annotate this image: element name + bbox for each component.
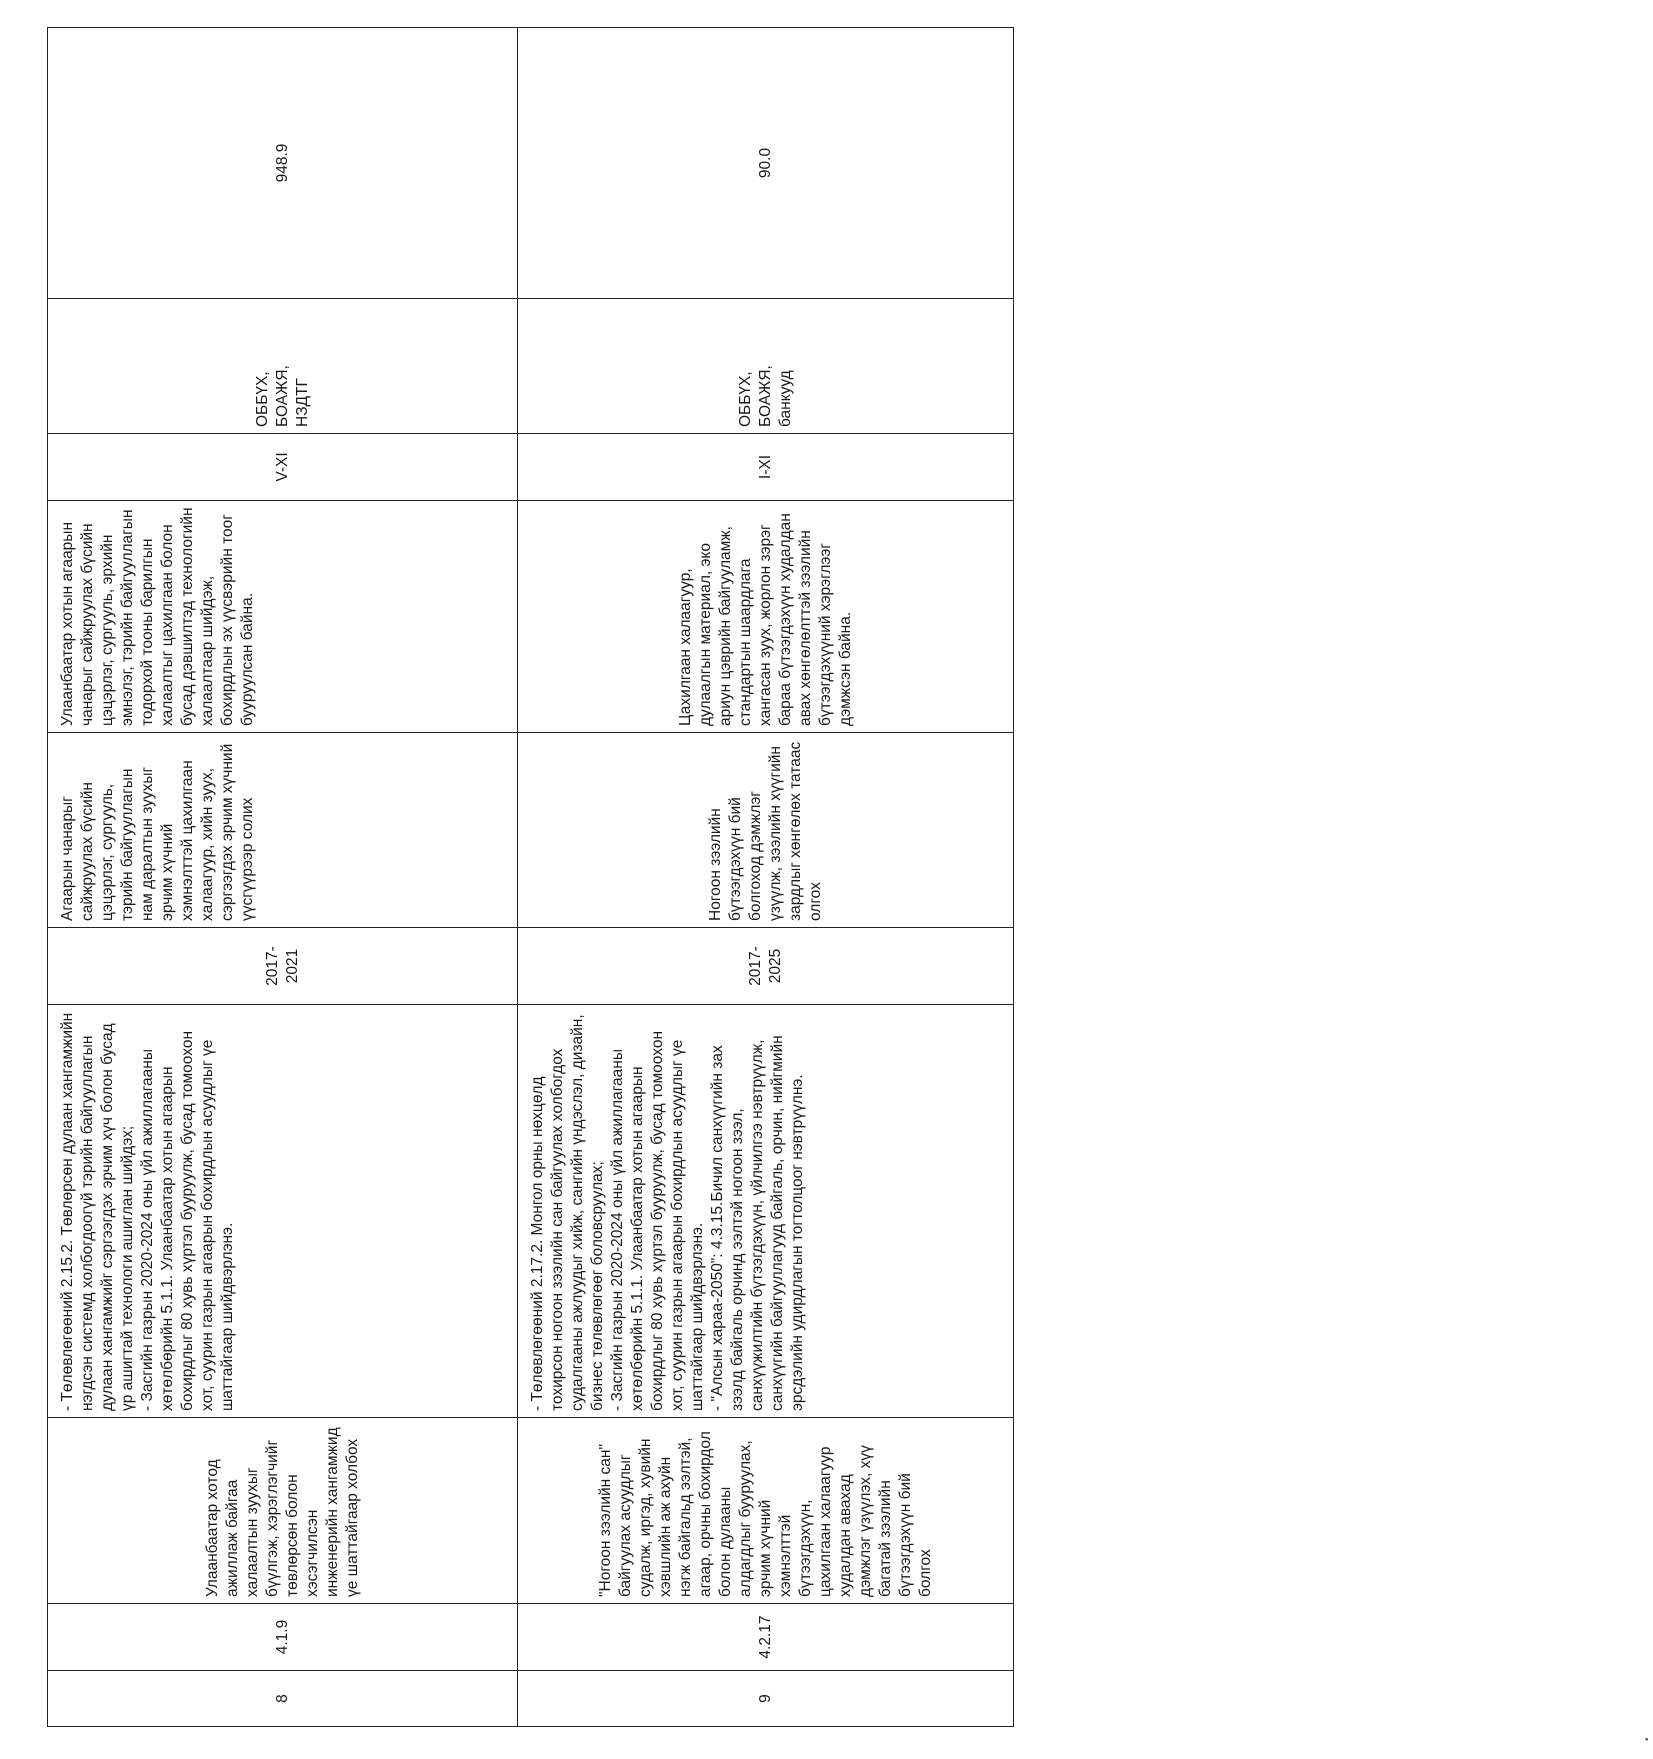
period: 2017- 2025 xyxy=(518,928,1014,1005)
row-number: 9 xyxy=(518,1671,1014,1727)
legal-basis: - Төлөвлөгөөний 2.17.2. Монгол орны нөхцөлд тохирсон ногоон зээлийн сан байгуулах холбогдох судалгааны ажлуудыг хийж, сангийн үндэслэл, дизайн, бизнес төлөвлөгөөг боловсруулах; - Засгийн газрын 2020-2024 оны үйл ажиллагааны хөтөлбөрийн 5.1.1. Улаанбаатар хотын агаарын бохирдлыг 80 хувь хүртэл бууруулж, бусад томоохон хот, суурин газрын агаарын бохирдлын асуудлыг үе шаттайгаар шийдвэрлэнэ. - "Алсын хараа-2050": 4.3.15.Бичил санхүүгийн зах зээлд байгаль орчинд ээлтэй ногоон зээл, санхүүжилтийн бүтээгдэхүүн, үйлчилгээ нэвтрүүлж, санхүүгийн байгууллагууд байгаль, орчин, нийгмийн эрсдэлийн удирдлагын тогтолцоог нэвтрүүлнэ. xyxy=(518,1005,1014,1418)
task-description: "Ногоон зээлийн сан" байгуулах асуудлыг судалж, иргэд, хувийн хэвшлийн аж ахуйн нэгж байгальд ээлтэй, агаар, орчны бохирдол болон дулааны алдагдлыг бууруулах, эрчим хүчний хэмнэлттэй бүтээгдэхүүн, цахилгаан халаагуур худалдан авахад дэмжлэг үзүүлэх, хүү багатай зээлийн бүтээгдэхүүн бий болгох xyxy=(518,1418,1014,1604)
expected-result: Цахилгаан халаагуур, дулаалгын материал, эко ариун цэврийн байгууламж, стандартын шаардлага хангасан зуух, жорлон зэрэг бараа бүтээгдэхүүн худалдан авах хөнгөлөлттэй зээлийн бүтээгдэхүүний хэрэглээг дэмжсэн байна. xyxy=(518,501,1014,733)
responsible-agencies: ОББҮХ, БОАЖЯ, НЗДТГ xyxy=(48,299,518,434)
budget-amount: 90.0 xyxy=(518,28,1014,299)
scan-dot: • xyxy=(1642,1737,1653,1741)
legal-basis: - Төлөвлөгөөний 2.15.2. Төвлөрсөн дулаан хангамжийн нэгдсэн системд холбогдоогүй тэрийн байгууллагын дулаан хангамжийг сэргээгдэх эрчим хүч болон бусад үр ашигтай технологи ашиглан шийдэх; - Засгийн газрын 2020-2024 оны үйл ажиллагааны хөтөлбөрийн 5.1.1. Улаанбаатар хотын агаарын бохирдлыг 80 хувь хүртэл бууруулж, бусад томоохон хот, суурин газрын агаарын бохирдлын асуудлыг үе шаттайгаар шийдвэрлэнэ. xyxy=(48,1005,518,1418)
months: I-XI xyxy=(518,434,1014,501)
task-description: Улаанбаатар хотод ажиллаж байгаа халаалтын зуухыг бүүлгэж, хэрэглэгчийг төвлөрсөн болон хэсэгчилсэн инженерийн хангамжид үе шаттайгаар холбох xyxy=(48,1418,518,1604)
expected-result: Улаанбаатар хотын агаарын чанарыг сайжруулах бүсийн цэцэрлэг, сургууль, эрхийн эмнэлэг, тэрийн байгууллагын тодорхой тооны барилгын халаалтыг цахилгаан болон бусад дэвшилтэд технологийн халаалтаар шийдэж, бохирдлын эх үүсвэрийн тоог бууруулсан байна. xyxy=(48,501,518,733)
item-code: 4.2.17 xyxy=(518,1604,1014,1671)
table-row xyxy=(48,28,518,1727)
action-plan-table xyxy=(47,27,1014,1727)
measure: Ногоон зээлийн бүтээгдэхүүн бий болгоход дэмжлэг үзүүлж, зээлийн хүүгийн зардлыг хөнгөлөх татаас олгох xyxy=(518,733,1014,928)
measure: Агаарын чанарыг сайжруулах бүсийн цэцэрлэг, сургууль, тэрийн байгууллагын нам даралтын зуухыг эрчим хүчний хэмнэлттэй цахилгаан халаагуур, хийн зуух, сэргээгдэх эрчим хүчний үүсгүүрээр солих xyxy=(48,733,518,928)
row-number: 8 xyxy=(48,1671,518,1727)
months: V-XI xyxy=(48,434,518,501)
responsible-agencies: ОББҮХ, БОАЖЯ, банкууд xyxy=(518,299,1014,434)
item-code: 4.1.9 xyxy=(48,1604,518,1671)
period: 2017- 2021 xyxy=(48,928,518,1005)
table-row xyxy=(518,28,1014,1727)
budget-amount: 948.9 xyxy=(48,28,518,299)
